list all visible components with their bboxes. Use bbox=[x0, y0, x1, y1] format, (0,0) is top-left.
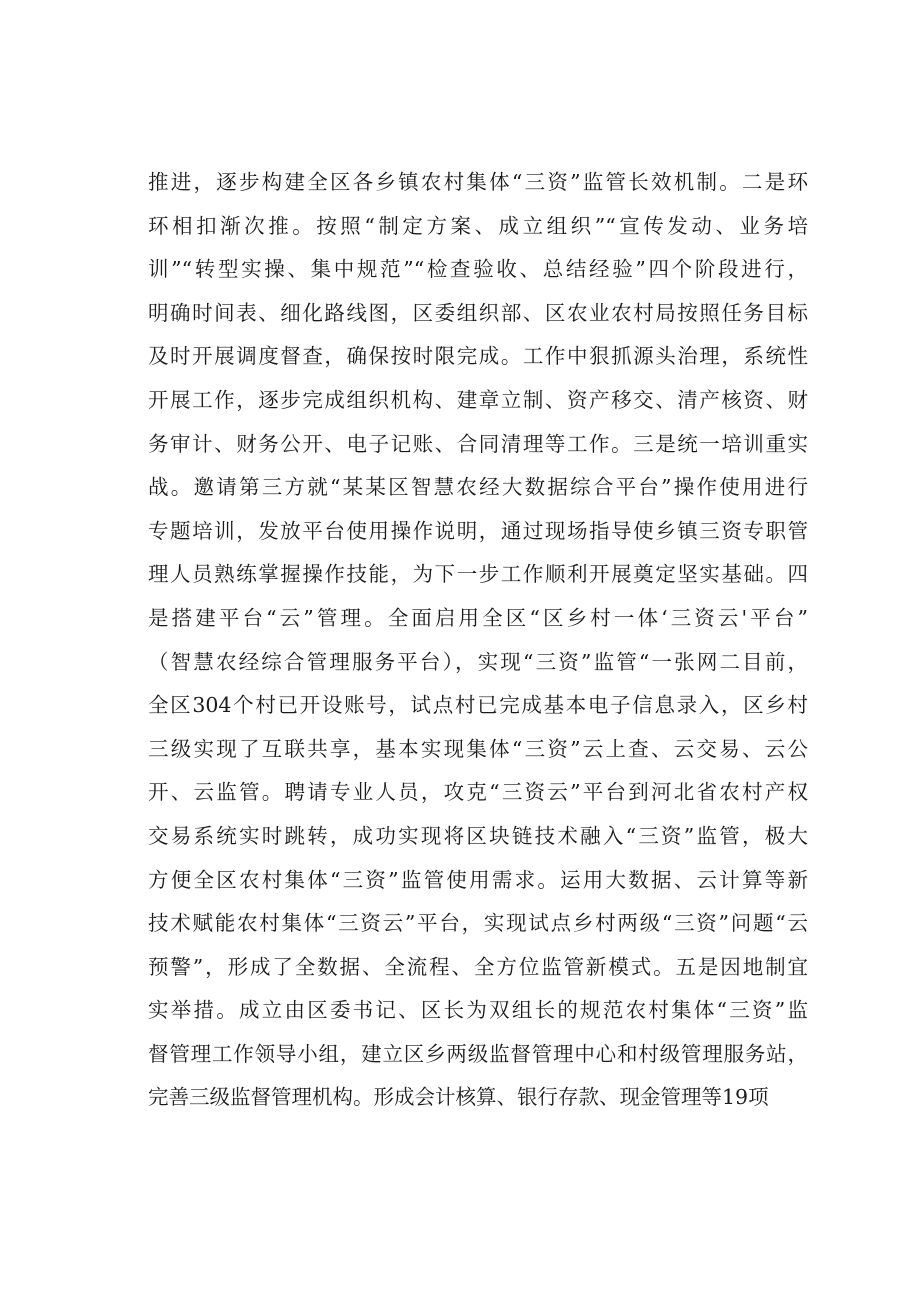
text-line-19: 预警”，形成了全数据、全流程、全方位监管新模式。五是因地制宜 bbox=[148, 954, 808, 979]
text-line-13: 全区304个村已开设账号，试点村已完成基本电子信息录入，区乡村 bbox=[148, 693, 808, 718]
text-line-12: （智慧农经综合管理服务平台），实现“三资”监管“一张网二目前， bbox=[148, 649, 808, 674]
text-line-15: 开、云监管。聘请专业人员，攻克“三资云”平台到河北省农村产权 bbox=[148, 780, 808, 805]
text-line-8: 战。邀请第三方就“某某区智慧农经大数据综合平台”操作使用进行 bbox=[148, 475, 808, 500]
text-line-4: 明确时间表、细化路线图，区委组织部、区农业农村局按照任务目标 bbox=[148, 300, 808, 325]
text-line-18: 技术赋能农村集体“三资云”平台，实现试点乡村两级“三资”问题“云 bbox=[148, 911, 808, 936]
text-line-1: 推进，逐步构建全区各乡镇农村集体“三资”监管长效机制。二是环 bbox=[148, 170, 808, 194]
text-line-2: 环相扣渐次推。按照“制定方案、成立组织”“宣传发动、业务培 bbox=[148, 213, 808, 238]
text-line-11: 是搭建平台“云”管理。全面启用全区“区乡村一体‘三资云'平台” bbox=[148, 605, 808, 630]
body-paragraph bbox=[148, 161, 808, 1120]
text-line-7: 务审计、财务公开、电子记账、合同清理等工作。三是统一培训重实 bbox=[148, 431, 808, 456]
text-line-10: 理人员熟练掌握操作技能，为下一步工作顺利开展奠定坚实基础。四 bbox=[148, 562, 808, 587]
text-line-20: 实举措。成立由区委书记、区长为双组长的规范农村集体“三资”监 bbox=[148, 998, 808, 1023]
text-line-14: 三级实现了互联共享，基本实现集体“三资”云上查、云交易、云公 bbox=[148, 736, 808, 761]
text-line-3: 训”“转型实操、集中规范”“检查验收、总结经验”四个阶段进行， bbox=[148, 257, 808, 282]
text-line-6: 开展工作，逐步完成组织机构、建章立制、资产移交、清产核资、财 bbox=[148, 387, 808, 412]
text-line-16: 交易系统实时跳转，成功实现将区块链技术融入“三资”监管，极大 bbox=[148, 823, 808, 848]
text-line-17: 方便全区农村集体“三资”监管使用需求。运用大数据、云计算等新 bbox=[148, 867, 808, 892]
text-line-5: 及时开展调度督查，确保按时限完成。工作中狠抓源头治理，系统性 bbox=[148, 344, 808, 369]
text-line-9: 专题培训，发放平台使用操作说明，通过现场指导使乡镇三资专职管 bbox=[148, 518, 808, 543]
text-line-21: 督管理工作领导小组，建立区乡两级监督管理中心和村级管理服务站， bbox=[148, 1041, 808, 1066]
text-line-22: 完善三级监督管理机构。形成会计核算、银行存款、现金管理等19项 bbox=[148, 1085, 769, 1110]
